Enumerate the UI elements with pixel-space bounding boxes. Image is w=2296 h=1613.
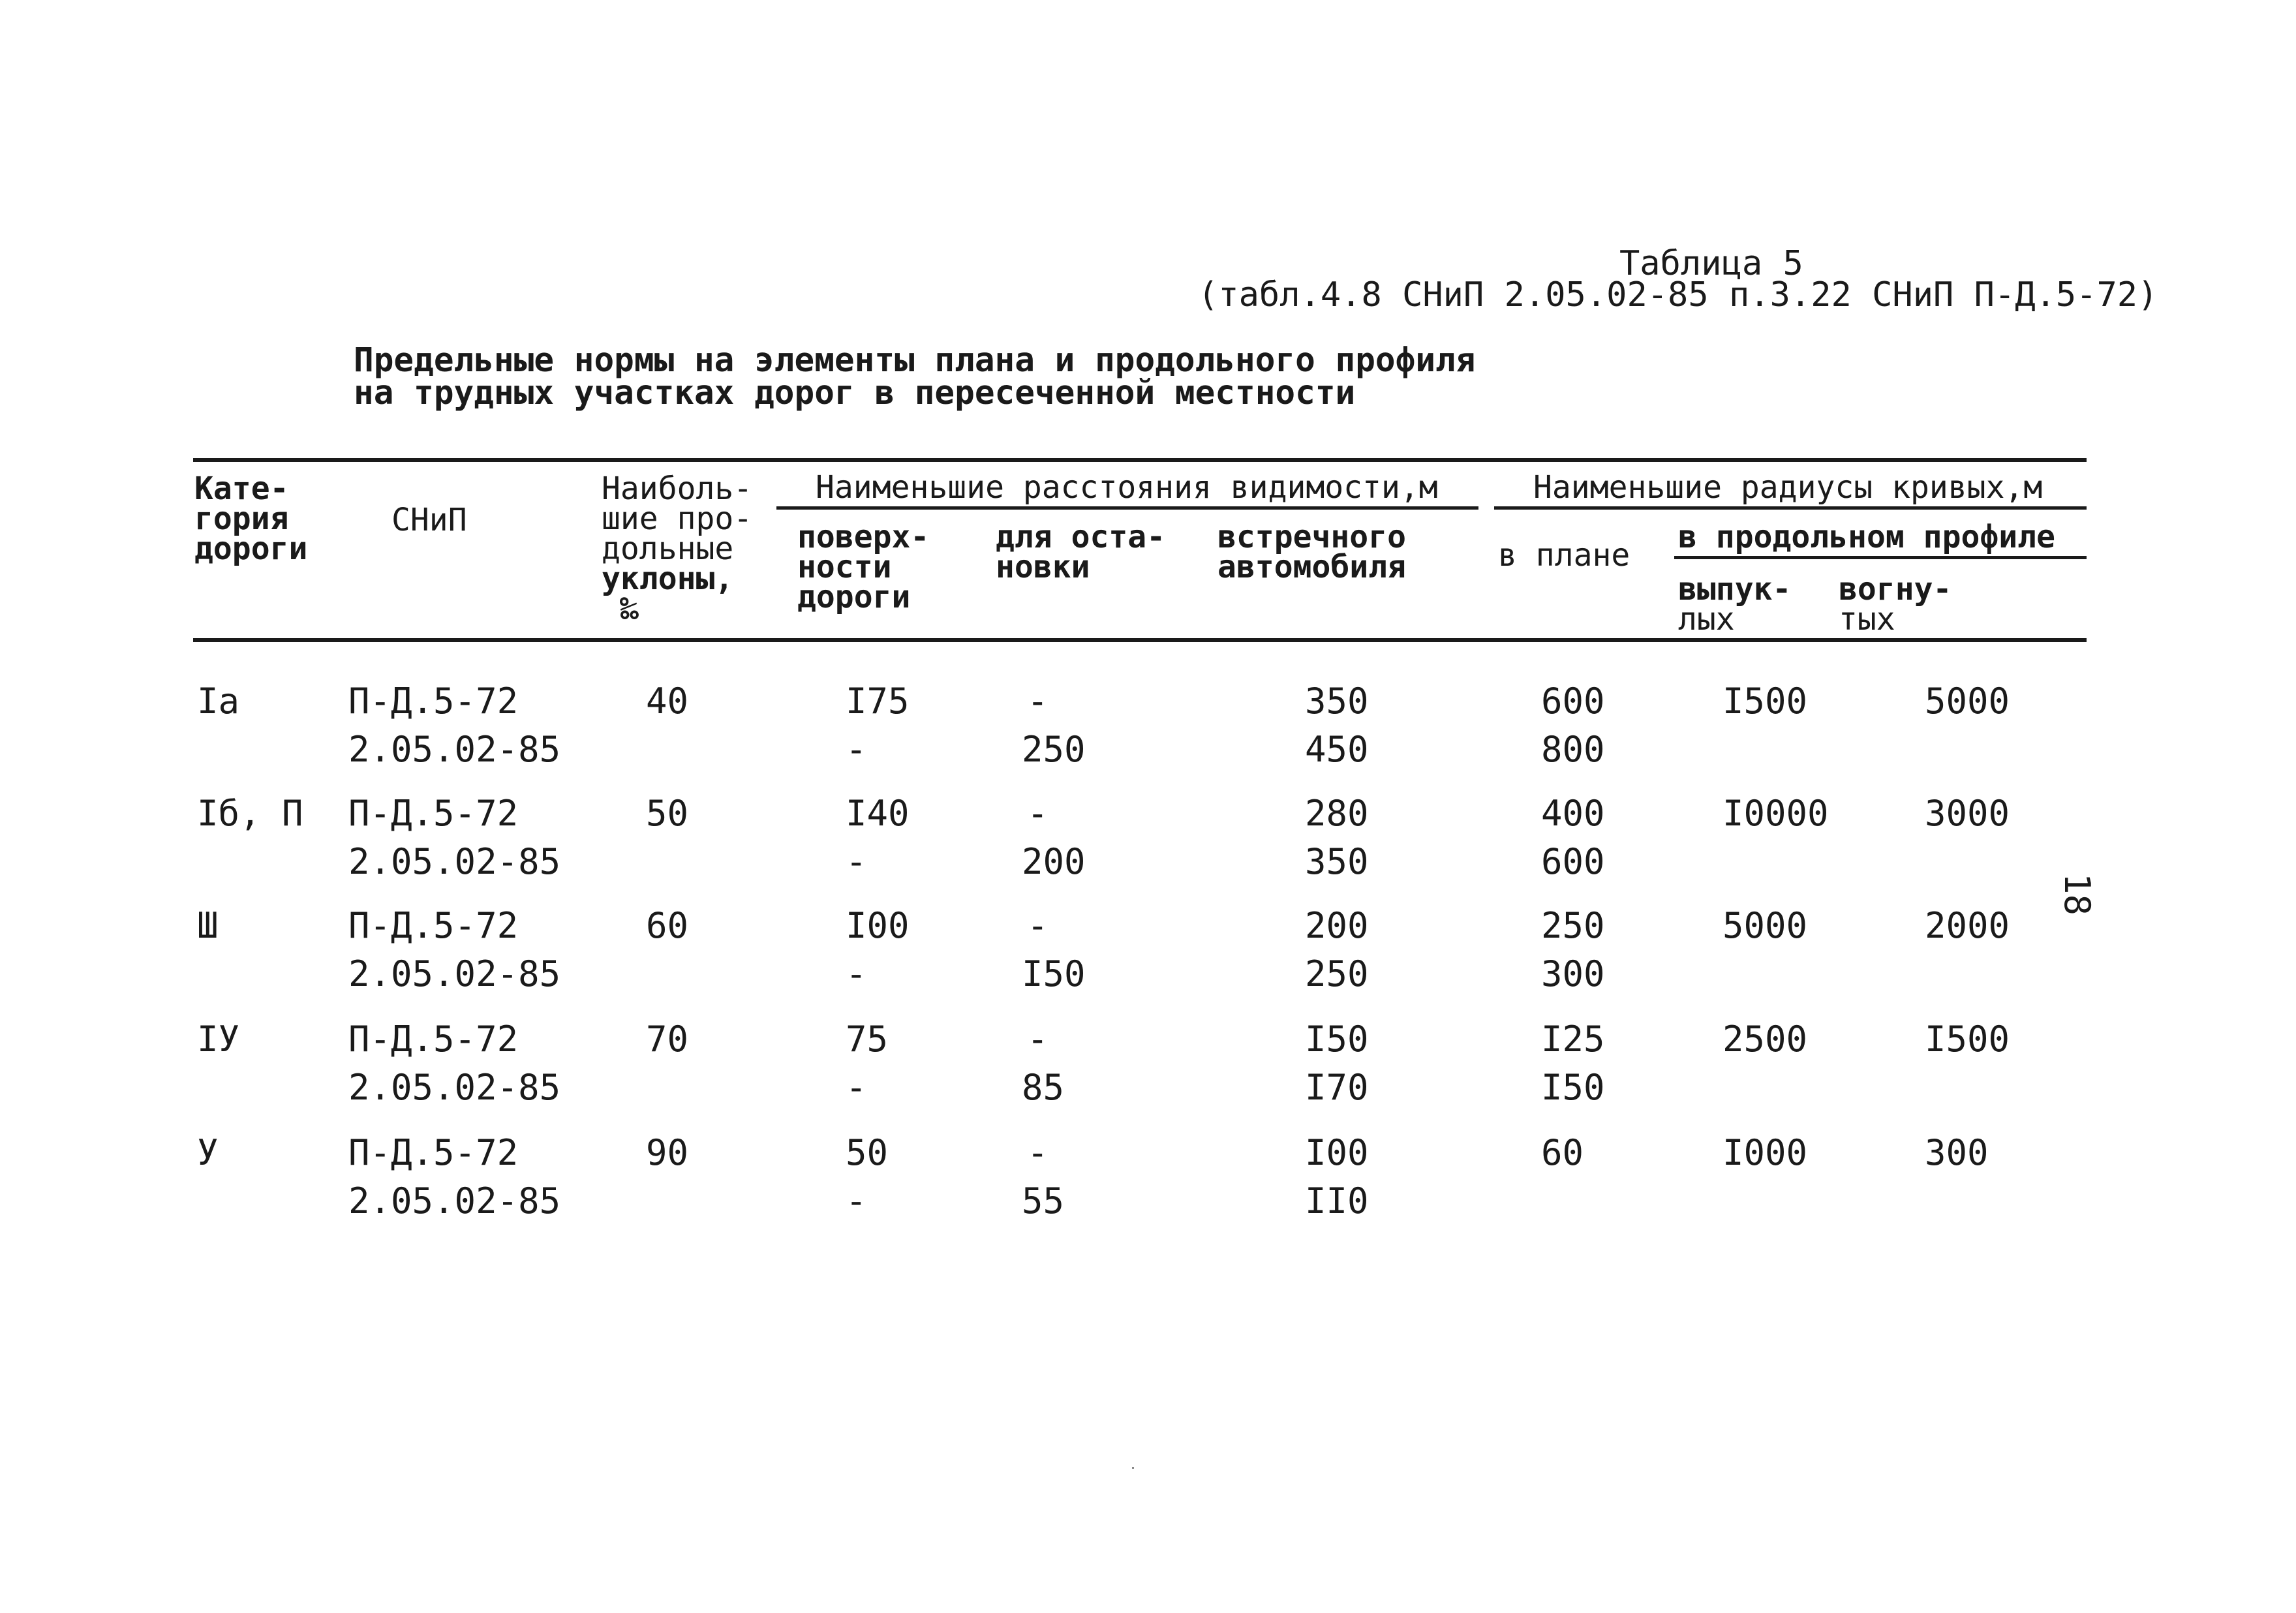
cell-oncoming: 350 xyxy=(1305,841,1369,882)
cell-surface: - xyxy=(846,1067,867,1108)
scan-speck xyxy=(1132,1467,1134,1469)
cell-convex: I000 xyxy=(1722,1132,1808,1173)
cell-snip: 2.05.02-85 xyxy=(348,1180,561,1221)
cell-stopping: 85 xyxy=(1022,1067,1065,1108)
table-title-line-2: на трудных участках дорог в пересеченной местности xyxy=(354,374,1356,412)
cell-oncoming: 280 xyxy=(1305,793,1369,834)
cell-snip: П-Д.5-72 xyxy=(348,905,519,946)
cell-stopping: 200 xyxy=(1022,841,1086,882)
cell-snip: 2.05.02-85 xyxy=(348,841,561,882)
header-category-3: дороги xyxy=(194,530,308,567)
cell-concave: 5000 xyxy=(1925,681,2010,722)
cell-surface: 75 xyxy=(846,1019,889,1060)
cell-stopping: - xyxy=(1027,1019,1049,1060)
cell-convex: 2500 xyxy=(1722,1019,1808,1060)
table-top-rule xyxy=(193,458,2087,462)
cell-surface: - xyxy=(846,1180,867,1221)
header-slope-unit: ‰ xyxy=(620,591,639,627)
cell-snip: П-Д.5-72 xyxy=(348,793,519,834)
cell-plan: I50 xyxy=(1541,1067,1605,1108)
cell-snip: 2.05.02-85 xyxy=(348,953,561,994)
profile-group-underline xyxy=(1674,556,2087,559)
visibility-group-underline xyxy=(776,506,1478,510)
cell-plan: 600 xyxy=(1541,681,1605,722)
cell-oncoming: I50 xyxy=(1305,1019,1369,1060)
cell-plan: 250 xyxy=(1541,905,1605,946)
cell-oncoming: I70 xyxy=(1305,1067,1369,1108)
cell-slope: 60 xyxy=(646,905,689,946)
header-category-2: гория xyxy=(194,500,289,537)
row-category: Iа xyxy=(197,681,240,722)
cell-stopping: 55 xyxy=(1022,1180,1065,1221)
cell-oncoming: II0 xyxy=(1305,1180,1369,1221)
cell-stopping: - xyxy=(1027,1132,1049,1173)
cell-stopping: - xyxy=(1027,905,1049,946)
cell-snip: 2.05.02-85 xyxy=(348,1067,561,1108)
header-convex-1: выпук- xyxy=(1678,571,1792,607)
header-visibility-group: Наименьшие расстояния видимости,м xyxy=(816,469,1438,506)
cell-concave: I500 xyxy=(1925,1019,2010,1060)
cell-plan: 600 xyxy=(1541,841,1605,882)
cell-concave: 2000 xyxy=(1925,905,2010,946)
header-profile-group: в продольном профиле xyxy=(1678,519,2055,555)
cell-slope: 70 xyxy=(646,1019,689,1060)
row-category: Iб, П xyxy=(197,793,303,834)
cell-snip: П-Д.5-72 xyxy=(348,681,519,722)
header-slope-1: Наиболь- xyxy=(602,470,753,507)
row-category: IУ xyxy=(197,1019,240,1060)
cell-plan: 300 xyxy=(1541,953,1605,994)
cell-oncoming: 200 xyxy=(1305,905,1369,946)
header-oncoming-1: встречного xyxy=(1217,519,1406,555)
cell-stopping: - xyxy=(1027,681,1049,722)
cell-surface: - xyxy=(846,729,867,770)
table-number: Таблица 5 xyxy=(1619,244,1803,283)
header-stopping-1: для оста- xyxy=(996,519,1166,555)
radius-group-underline xyxy=(1494,506,2087,510)
header-slope-4: уклоны, xyxy=(602,561,734,597)
cell-slope: 40 xyxy=(646,681,689,722)
cell-convex: 5000 xyxy=(1722,905,1808,946)
header-concave-1: вогну- xyxy=(1839,571,1952,607)
header-slope-2: шие про- xyxy=(602,500,753,537)
cell-snip: 2.05.02-85 xyxy=(348,729,561,770)
table-header-bottom-rule xyxy=(193,638,2087,642)
cell-surface: I40 xyxy=(846,793,910,834)
cell-slope: 50 xyxy=(646,793,689,834)
cell-snip: П-Д.5-72 xyxy=(348,1132,519,1173)
page-number: 18 xyxy=(2057,873,2098,916)
cell-stopping: - xyxy=(1027,793,1049,834)
cell-surface: 50 xyxy=(846,1132,889,1173)
header-convex-2: лых xyxy=(1678,601,1735,638)
header-surface-2: ности xyxy=(797,549,892,585)
cell-surface: - xyxy=(846,841,867,882)
header-radius-group: Наименьшие радиусы кривых,м xyxy=(1533,469,2043,506)
row-category: У xyxy=(197,1132,219,1173)
cell-concave: 300 xyxy=(1925,1132,1989,1173)
header-surface-3: дороги xyxy=(797,579,911,615)
cell-convex: I500 xyxy=(1722,681,1808,722)
header-in-plan: в плане xyxy=(1498,537,1630,574)
cell-oncoming: 250 xyxy=(1305,953,1369,994)
cell-concave: 3000 xyxy=(1925,793,2010,834)
row-category: Ш xyxy=(197,905,219,946)
header-stopping-2: новки xyxy=(996,549,1090,585)
cell-stopping: 250 xyxy=(1022,729,1086,770)
cell-stopping: I50 xyxy=(1022,953,1086,994)
cell-convex: I0000 xyxy=(1722,793,1829,834)
cell-plan: 60 xyxy=(1541,1132,1584,1173)
cell-plan: I25 xyxy=(1541,1019,1605,1060)
header-concave-2: тых xyxy=(1839,601,1895,638)
cell-oncoming: I00 xyxy=(1305,1132,1369,1173)
cell-surface: I75 xyxy=(846,681,910,722)
cell-plan: 400 xyxy=(1541,793,1605,834)
header-oncoming-2: автомобиля xyxy=(1217,549,1406,585)
cell-slope: 90 xyxy=(646,1132,689,1173)
table-title-line-1: Предельные нормы на элементы плана и продольного профиля xyxy=(354,341,1476,380)
header-slope-3: дольные xyxy=(602,530,734,567)
cell-oncoming: 450 xyxy=(1305,729,1369,770)
cell-snip: П-Д.5-72 xyxy=(348,1019,519,1060)
header-snip: СНиП xyxy=(391,502,467,538)
table-source-reference: (табл.4.8 СНиП 2.05.02-85 п.3.22 СНиП П-Д.5-72) xyxy=(1198,275,2158,315)
header-category-1: Кате- xyxy=(194,470,289,507)
cell-oncoming: 350 xyxy=(1305,681,1369,722)
cell-surface: I00 xyxy=(846,905,910,946)
cell-plan: 800 xyxy=(1541,729,1605,770)
header-surface-1: поверх- xyxy=(797,519,930,555)
cell-surface: - xyxy=(846,953,867,994)
